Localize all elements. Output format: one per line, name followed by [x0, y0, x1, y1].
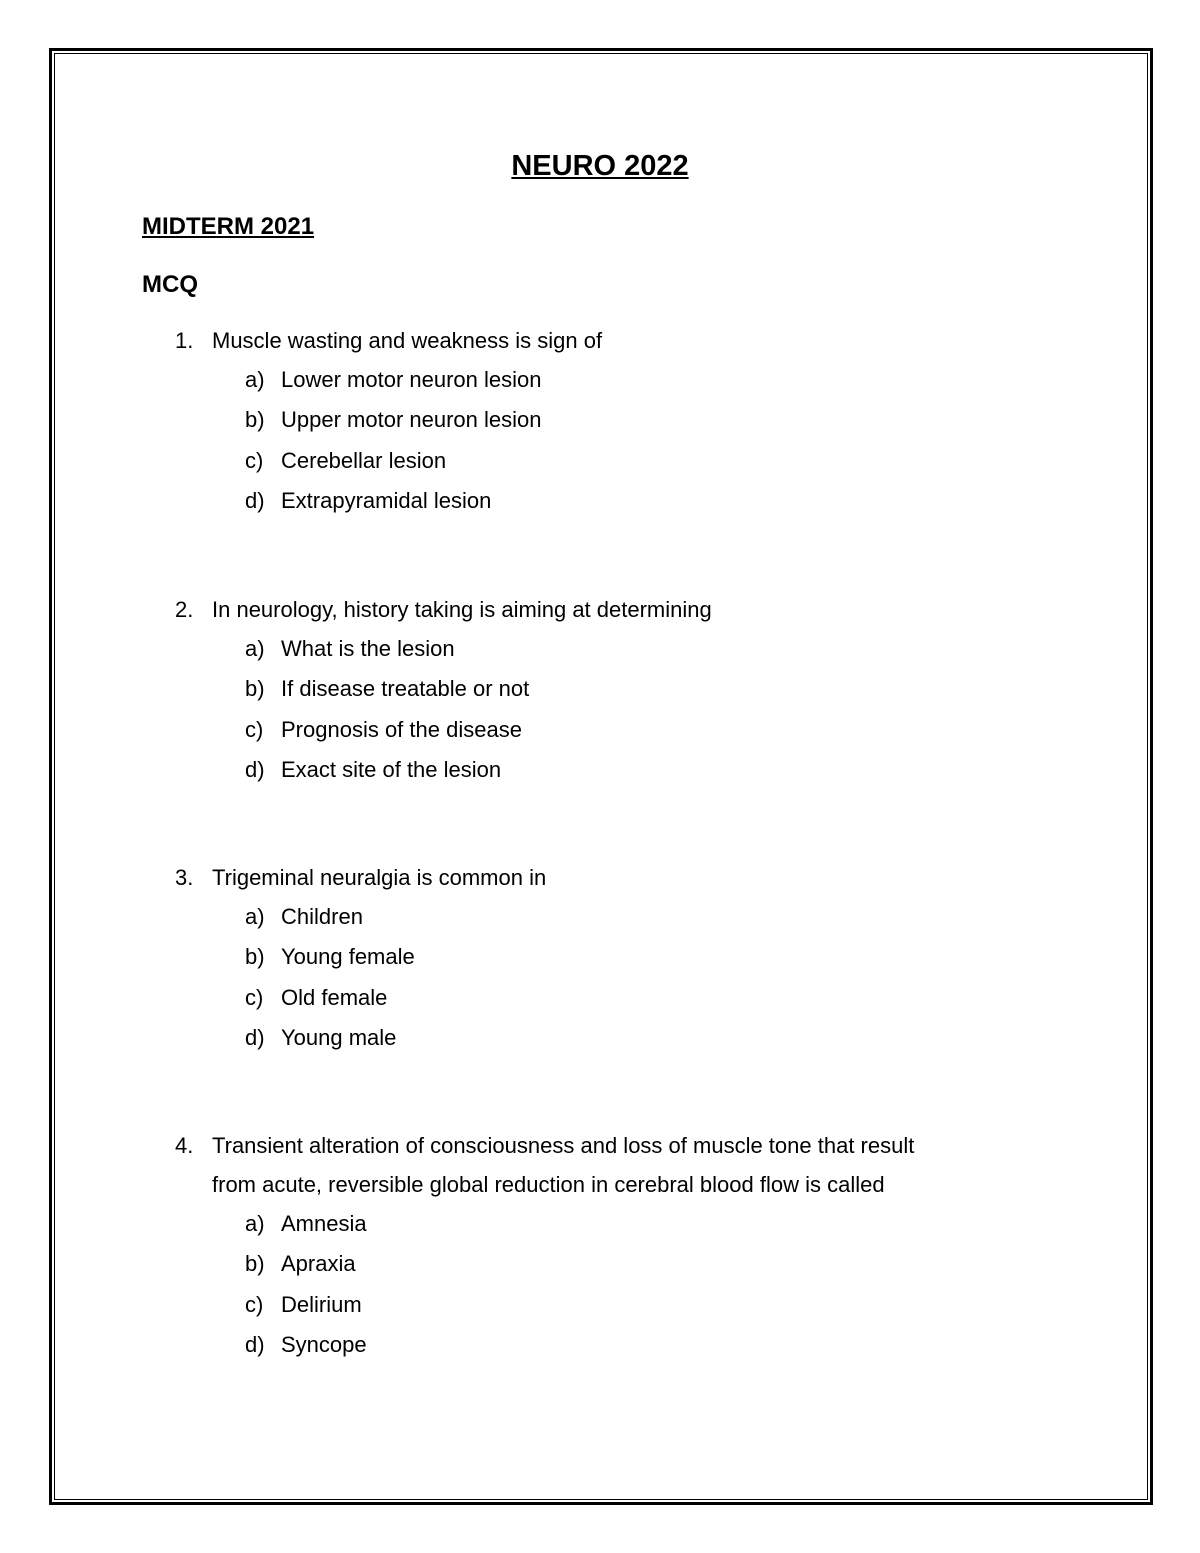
option-d: [175, 1018, 1055, 1058]
question-text: Muscle wasting and weakness is sign of: [212, 328, 603, 353]
question-stem: [175, 858, 1055, 897]
option-letter: d): [245, 487, 265, 513]
option-a: [175, 897, 1055, 937]
option-letter: a): [245, 636, 265, 661]
question-text: In neurology, history taking is aiming at determining: [212, 597, 712, 622]
option-d: [175, 481, 1055, 521]
option-b: [175, 400, 1055, 440]
question-number: 2.: [175, 597, 194, 622]
option-a: [175, 1204, 1055, 1244]
question-1: [175, 321, 1055, 521]
option-letter: b): [245, 944, 265, 970]
question-text-line-1: Transient alteration of consciousness and loss of muscle tone that result: [212, 1133, 915, 1158]
option-a: [175, 360, 1055, 400]
option-letter: c): [245, 1291, 264, 1317]
question-4: [175, 1126, 1055, 1365]
page-title: NEURO 2022: [511, 150, 689, 182]
option-letter: c): [245, 984, 264, 1010]
section-subtitle: MCQ: [142, 271, 198, 298]
question-stem-continued: [175, 1165, 1055, 1204]
option-letter: c): [245, 716, 264, 742]
option-letter: c): [245, 447, 264, 473]
question-2: [175, 590, 1055, 790]
option-text: Exact site of the lesion: [281, 756, 502, 782]
question-text: Trigeminal neuralgia is common in: [212, 865, 547, 890]
question-3: [175, 858, 1055, 1058]
option-text: Children: [281, 904, 363, 929]
section-title: MIDTERM 2021: [142, 213, 315, 240]
option-letter: a): [245, 367, 265, 392]
option-c: [175, 441, 1055, 481]
option-text: Old female: [281, 984, 388, 1010]
option-letter: d): [245, 756, 265, 782]
option-c: [175, 710, 1055, 750]
question-stem: [175, 321, 1055, 360]
option-text: Young female: [281, 944, 415, 970]
option-text: Lower motor neuron lesion: [281, 367, 542, 392]
option-text: What is the lesion: [281, 636, 455, 661]
option-letter: a): [245, 904, 265, 929]
option-b: [175, 669, 1055, 709]
question-number: 3.: [175, 865, 194, 890]
option-letter: b): [245, 1251, 265, 1277]
option-b: [175, 1244, 1055, 1284]
option-letter: a): [245, 1211, 265, 1236]
question-number: 4.: [175, 1133, 194, 1158]
option-d: [175, 750, 1055, 790]
option-text: Cerebellar lesion: [281, 447, 447, 473]
option-text: Delirium: [281, 1291, 362, 1317]
question-stem: [175, 590, 1055, 629]
option-c: [175, 978, 1055, 1018]
option-text: Extrapyramidal lesion: [281, 487, 492, 513]
option-text: If disease treatable or not: [281, 676, 530, 702]
option-text: Prognosis of the disease: [281, 716, 522, 742]
option-a: [175, 629, 1055, 669]
question-number: 1.: [175, 328, 194, 353]
option-letter: b): [245, 676, 265, 702]
option-text: Apraxia: [281, 1251, 356, 1277]
option-letter: d): [245, 1024, 265, 1050]
option-letter: b): [245, 407, 265, 433]
question-stem: [175, 1126, 1055, 1165]
option-text: Upper motor neuron lesion: [281, 407, 542, 433]
question-text-line-2: from acute, reversible global reduction in cerebral blood flow is called: [212, 1172, 885, 1197]
option-d: [175, 1325, 1055, 1365]
option-text: Amnesia: [281, 1211, 367, 1236]
option-letter: d): [245, 1331, 265, 1357]
option-c: [175, 1285, 1055, 1325]
option-text: Young male: [281, 1024, 397, 1050]
option-text: Syncope: [281, 1331, 367, 1357]
option-b: [175, 937, 1055, 977]
